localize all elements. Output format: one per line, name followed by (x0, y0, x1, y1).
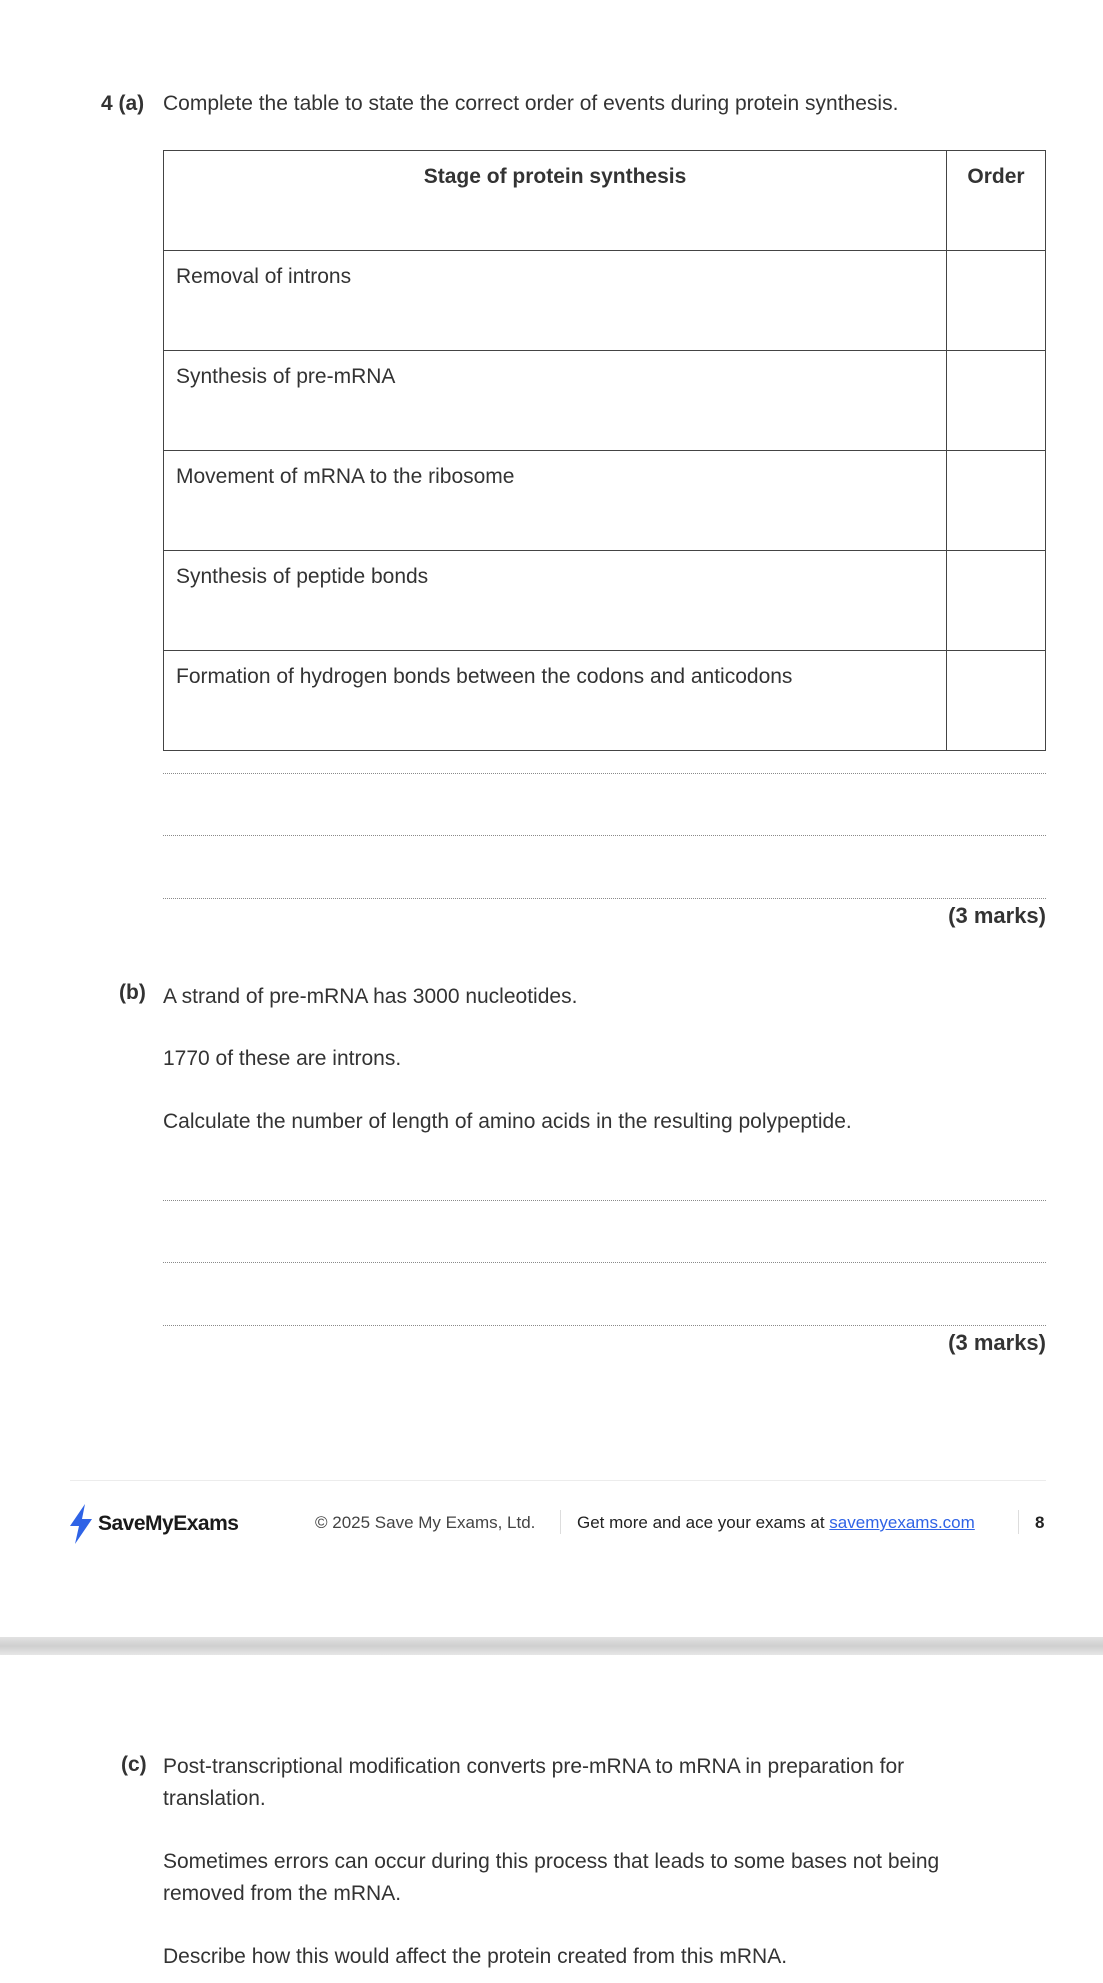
part-b-label: (b) (119, 981, 146, 1004)
copyright-text: © 2025 Save My Exams, Ltd. (315, 1513, 536, 1532)
stage-cell: Synthesis of peptide bonds (164, 551, 947, 651)
part-c-para3: Describe how this would affect the protein created from this mRNA. (163, 1945, 788, 1968)
answer-line[interactable] (163, 1200, 1046, 1201)
answer-line[interactable] (163, 835, 1046, 836)
footer-divider (70, 1480, 1046, 1481)
header-stage: Stage of protein synthesis (164, 151, 947, 251)
savemyexams-link[interactable]: savemyexams.com (829, 1513, 975, 1532)
table-row (164, 451, 1046, 551)
table-row (164, 251, 1046, 351)
stage-cell: Formation of hydrogen bonds between the codons and anticodons (164, 651, 947, 751)
part-c-para2-line1: Sometimes errors can occur during this process that leads to some bases not being (163, 1850, 940, 1873)
order-answer-cell[interactable] (947, 351, 1046, 451)
answer-line[interactable] (163, 1262, 1046, 1263)
exam-page-9 (0, 1655, 1103, 1983)
table-row (164, 651, 1046, 751)
page-number: 8 (1035, 1513, 1045, 1532)
question-number: 4 (a) (101, 92, 145, 115)
order-answer-cell[interactable] (947, 451, 1046, 551)
cta-text: Get more and ace your exams at (577, 1513, 830, 1532)
brand-logo[interactable] (68, 1504, 238, 1544)
protein-synthesis-table (163, 150, 1046, 751)
footer-separator (1018, 1510, 1019, 1534)
part-c-label: (c) (121, 1753, 147, 1776)
answer-line[interactable] (163, 1325, 1046, 1326)
table-row (164, 551, 1046, 651)
table-row (164, 351, 1046, 451)
answer-line[interactable] (163, 773, 1046, 774)
page-break (0, 1637, 1103, 1655)
order-answer-cell[interactable] (947, 651, 1046, 751)
brand-name: SaveMyExams (98, 1512, 239, 1535)
order-answer-cell[interactable] (947, 551, 1046, 651)
footer-cta (577, 1513, 975, 1533)
footer-separator (560, 1510, 561, 1534)
header-order: Order (947, 151, 1046, 251)
part-b-line2: 1770 of these are introns. (163, 1047, 402, 1070)
part-c-para1-line2: translation. (163, 1787, 266, 1810)
stage-cell: Synthesis of pre-mRNA (164, 351, 947, 451)
table-header-row (164, 151, 1046, 251)
stage-cell: Movement of mRNA to the ribosome (164, 451, 947, 551)
part-b-line3: Calculate the number of length of amino acids in the resulting polypeptide. (163, 1110, 852, 1133)
part-c-para1-line1: Post-transcriptional modification converts pre-mRNA to mRNA in preparation for (163, 1755, 905, 1778)
lightning-bolt-icon (68, 1504, 94, 1544)
part-c-para2-line2: removed from the mRNA. (163, 1882, 402, 1905)
question-a-prompt: Complete the table to state the correct order of events during protein synthesis. (163, 92, 899, 115)
answer-line[interactable] (163, 898, 1046, 899)
marks-label-a: (3 marks) (948, 903, 1046, 928)
order-answer-cell[interactable] (947, 251, 1046, 351)
stage-cell: Removal of introns (164, 251, 947, 351)
marks-label-b: (3 marks) (948, 1330, 1046, 1355)
part-b-line1: A strand of pre-mRNA has 3000 nucleotides. (163, 985, 578, 1008)
